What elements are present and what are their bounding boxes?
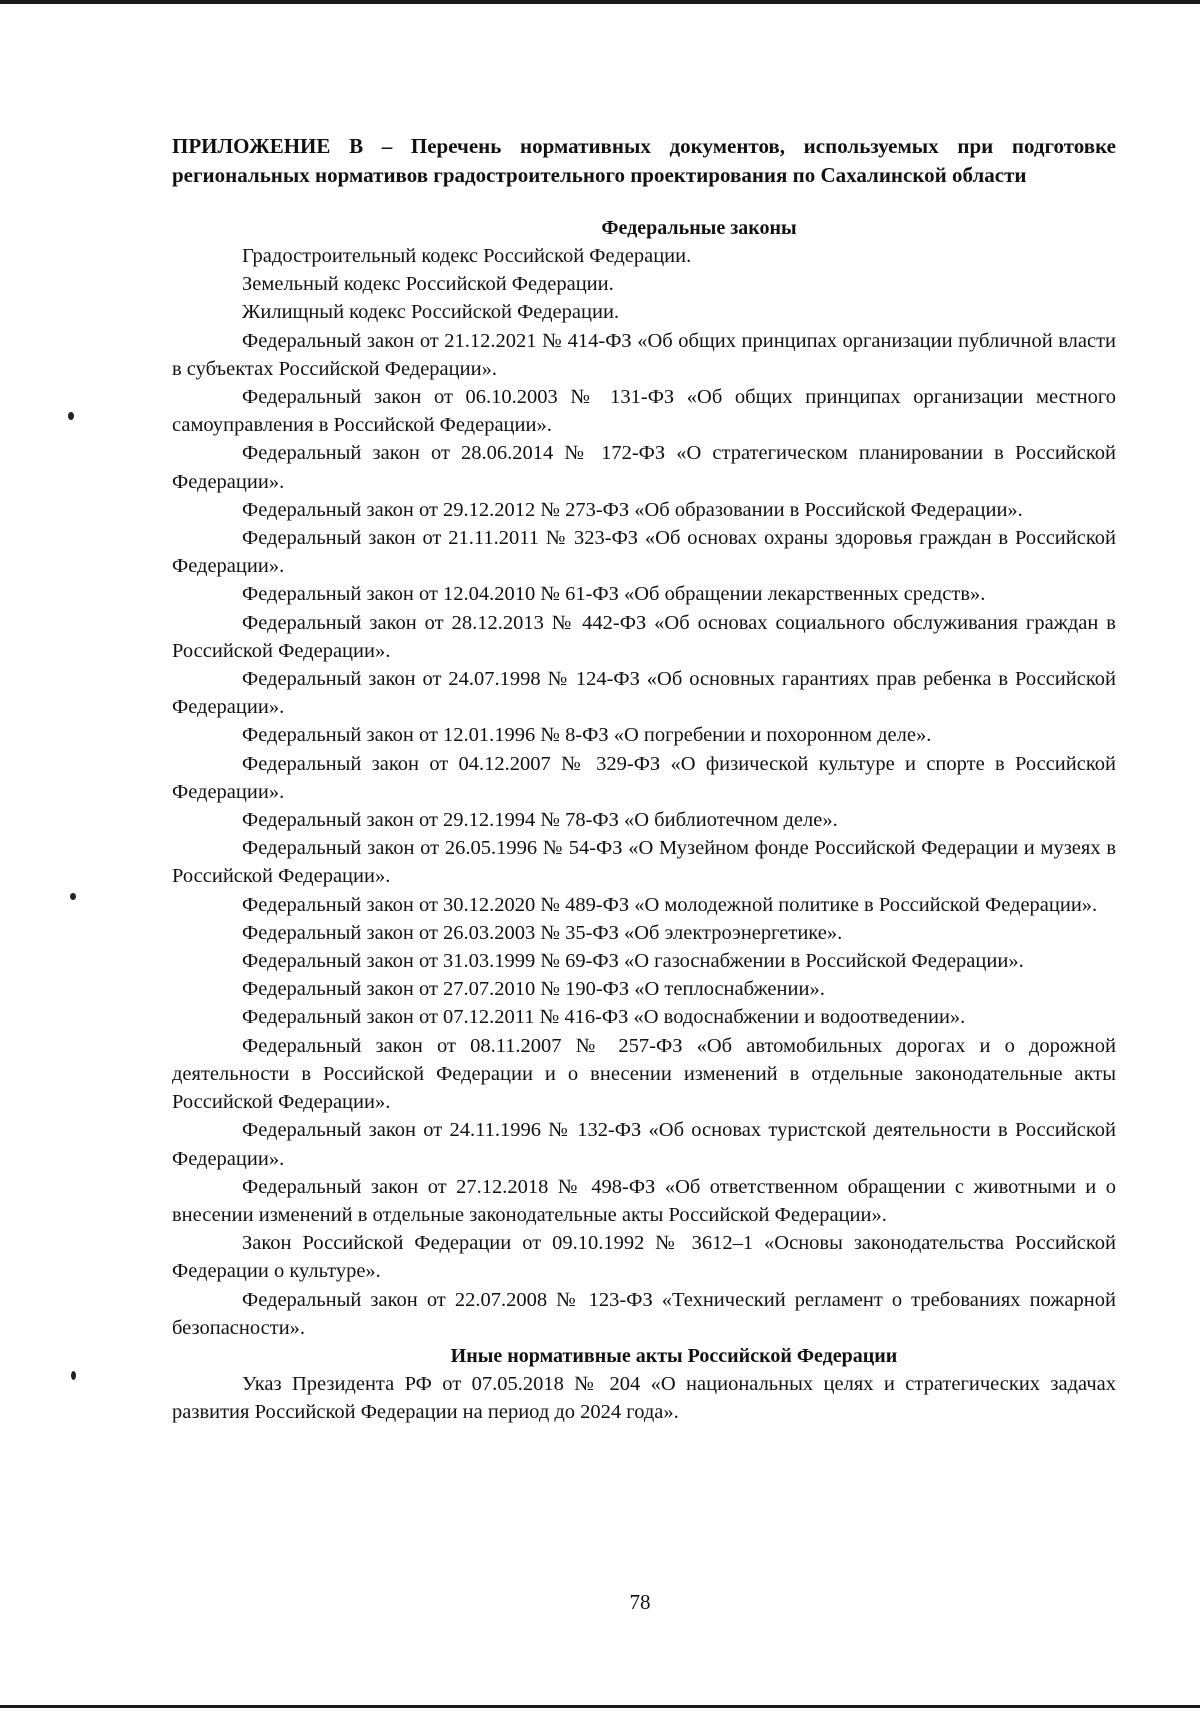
list-item: Федеральный закон от 12.04.2010 № 61-ФЗ «Об обращении лекарственных средств». [242, 583, 986, 606]
list-item: Федеральный закон от 04.12.2007 № 329-ФЗ «О физической культуре и спорте в Российской Федерации». [172, 752, 1116, 803]
list-item: Федеральный закон от 28.12.2013 № 442-ФЗ «Об основах социального обслуживания граждан в Российской Федерации». [172, 611, 1116, 662]
scan-speck [68, 412, 74, 420]
list-item: Федеральный закон от 31.03.1999 № 69-ФЗ «О газоснабжении в Российской Федерации». [242, 950, 1024, 973]
list-item: Федеральный закон от 21.11.2011 № 323-ФЗ «Об основах охраны здоровья граждан в Российской Федерации». [172, 527, 1116, 578]
list-item: Федеральный закон от 27.12.2018 № 498-ФЗ «Об ответственном обращении с животными и о внесении изменений в отдельные законодательные акты Российской Федерации». [172, 1175, 1116, 1226]
list-item: Градостроительный кодекс Российской Федерации. [242, 245, 692, 267]
list-item: Федеральный закон от 22.07.2008 № 123-ФЗ «Технический регламент о требованиях пожарной безопасности». [172, 1288, 1116, 1339]
list-item: Жилищный кодекс Российской Федерации. [242, 301, 620, 324]
scan-border-top [0, 0, 1200, 4]
document-body [172, 132, 1116, 1426]
scan-speck [70, 893, 76, 900]
list-item: Федеральный закон от 26.03.2003 № 35-ФЗ «Об электроэнергетике». [242, 921, 843, 944]
list-item: Федеральный закон от 28.06.2014 № 172-ФЗ «О стратегическом планировании в Российской Федерации». [172, 442, 1116, 493]
section-title-other-acts: Иные нормативные акты Российской Федерации [450, 1344, 898, 1367]
section-title-federal-laws: Федеральные законы [601, 217, 797, 239]
list-item: Федеральный закон от 29.12.2012 № 273-ФЗ «Об образовании в Российской Федерации». [242, 498, 1023, 521]
scan-border-bottom [0, 1705, 1200, 1708]
scan-speck [71, 1371, 76, 1380]
list-item: Федеральный закон от 24.11.1996 № 132-ФЗ «Об основах туристской деятельности в Российской Федерации». [172, 1119, 1116, 1170]
list-item: Федеральный закон от 06.10.2003 № 131-ФЗ «Об общих принципах организации местного самоуправления в Российской Федерации». [172, 386, 1116, 437]
list-item: Федеральный закон от 08.11.2007 № 257-ФЗ «Об автомобильных дорогах и о дорожной деятельности в Российской Федерации и о внесении изменений в отдельные законодательные акты Российской Федерации». [172, 1034, 1116, 1114]
list-item: Федеральный закон от 12.01.1996 № 8-ФЗ «О погребении и похоронном деле». [242, 724, 932, 747]
list-item: Указ Президента РФ от 07.05.2018 № 204 «О национальных целях и стратегических задачах развития Российской Федерации на период до 2024 года». [172, 1372, 1116, 1424]
list-item: Закон Российской Федерации от 09.10.1992 № 3612–1 «Основы законодательства Российской Федерации о культуре». [172, 1232, 1116, 1283]
page-number: 78 [629, 1590, 651, 1614]
list-item: Федеральный закон от 29.12.1994 № 78-ФЗ «О библиотечном деле». [242, 809, 838, 832]
other-acts-list [172, 1370, 1116, 1426]
list-item: Федеральный закон от 24.07.1998 № 124-ФЗ «Об основных гарантиях прав ребенка в Российской Федерации». [172, 668, 1116, 719]
list-item: Федеральный закон от 27.07.2010 № 190-ФЗ «О теплоснабжении». [242, 978, 825, 1001]
list-item: Федеральный закон от 26.05.1996 № 54-ФЗ «О Музейном фонде Российской Федерации и музеях в Российской Федерации». [172, 837, 1116, 888]
federal-laws-list [172, 242, 1116, 1342]
list-item: Федеральный закон от 30.12.2020 № 489-ФЗ «О молодежной политике в Российской Федерации». [242, 893, 1098, 916]
list-item: Земельный кодекс Российской Федерации. [242, 273, 614, 296]
appendix-heading: ПРИЛОЖЕНИЕ В – Перечень нормативных документов, используемых при подготовке региональных нормативов градостроительного проектирования по Сахалинской области [172, 134, 1116, 187]
list-item: Федеральный закон от 21.12.2021 № 414-ФЗ «Об общих принципах организации публичной власти в субъектах Российской Федерации». [172, 329, 1116, 380]
list-item: Федеральный закон от 07.12.2011 № 416-ФЗ «О водоснабжении и водоотведении». [242, 1006, 966, 1029]
